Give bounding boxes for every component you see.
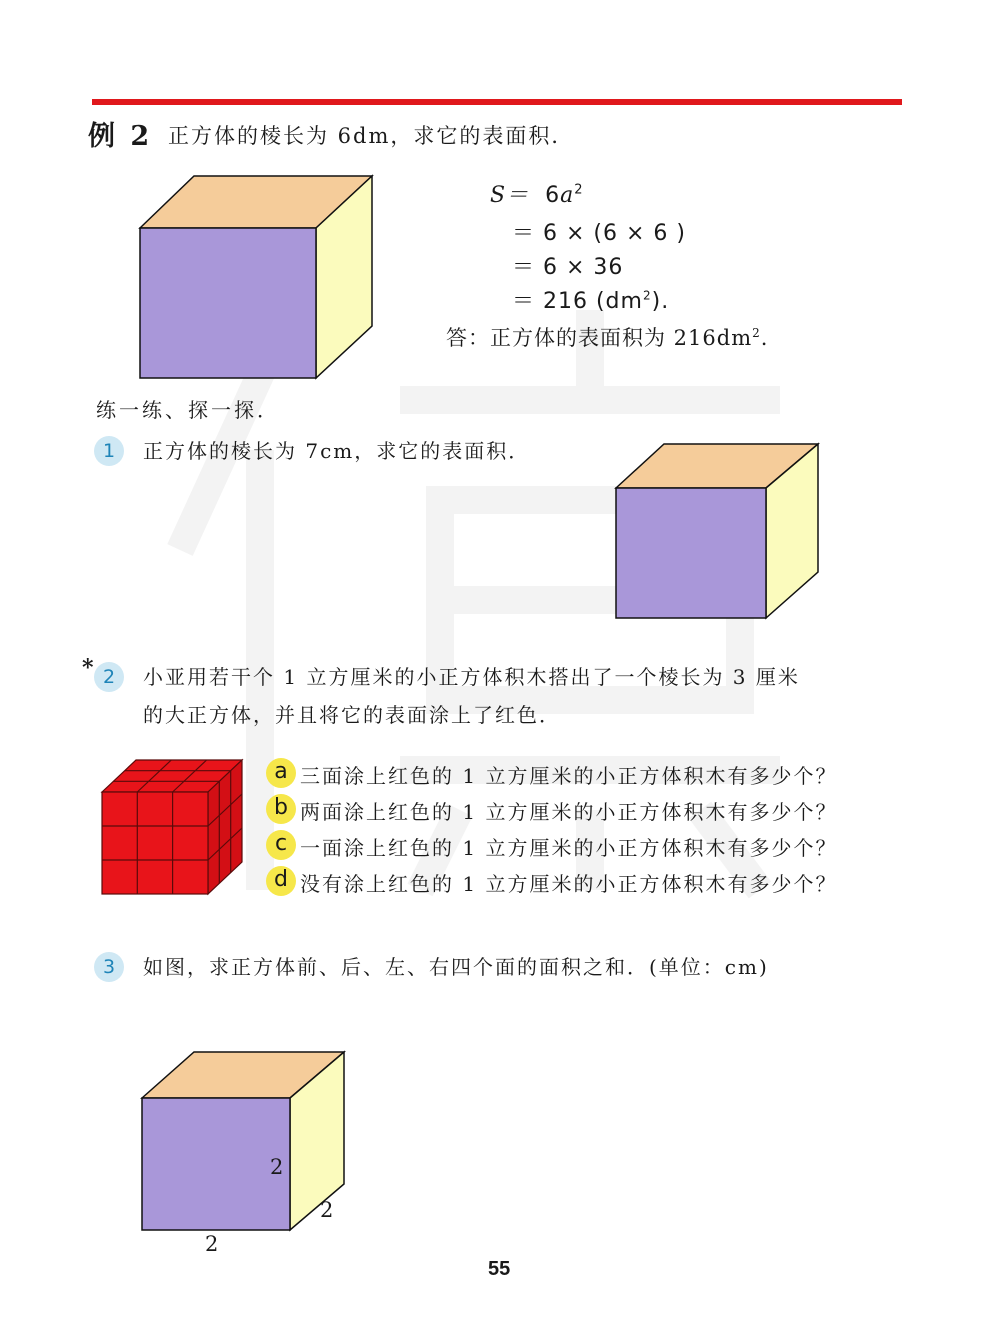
challenge-star: * bbox=[82, 655, 94, 681]
cube-front-face bbox=[142, 1098, 290, 1230]
example-answer: 答：正方体的表面积为 $216dm^2$. bbox=[446, 326, 769, 350]
sub-question-c-badge: c bbox=[266, 830, 296, 860]
question-3-number: 3 bbox=[94, 952, 124, 982]
sub-question-a-text: 三面涂上红色的 1 立方厘米的小正方体积木有多少个？ bbox=[300, 764, 838, 788]
question-1-cube-figure bbox=[614, 442, 820, 620]
question-2-number: 2 bbox=[94, 662, 124, 692]
practice-title: 练一练、探一探． bbox=[96, 398, 280, 422]
sub-question-c-text: 一面涂上红色的 1 立方厘米的小正方体积木有多少个？ bbox=[300, 836, 838, 860]
question-1-number: 1 bbox=[94, 436, 124, 466]
sub-question-b-badge: b bbox=[266, 794, 296, 824]
solution-line-3: ＝ 6 × 36 bbox=[512, 255, 624, 280]
red-painted-cube-figure bbox=[100, 758, 244, 896]
dimension-width-label: 2 bbox=[205, 1232, 219, 1256]
sub-question-d-text: 没有涂上红色的 1 立方厘米的小正方体积木有多少个？ bbox=[300, 872, 838, 896]
question-3-text: 如图，求正方体前、后、左、右四个面的面积之和．(单位：cm) bbox=[143, 955, 769, 979]
formula-lhs: S＝ bbox=[490, 183, 530, 208]
example-cube-figure bbox=[138, 174, 374, 382]
sub-question-a-badge: a bbox=[266, 758, 296, 788]
cube-front-face bbox=[140, 228, 316, 378]
page-number: 55 bbox=[488, 1258, 511, 1280]
header-rule bbox=[92, 99, 902, 105]
solution-line-4: ＝ 216 $(dm^2)$. bbox=[512, 288, 670, 314]
question-1-text: 正方体的棱长为 7cm，求它的表面积． bbox=[143, 439, 531, 463]
example-question: 正方体的棱长为 6dm，求它的表面积． bbox=[168, 124, 575, 148]
cube-front-face bbox=[616, 488, 766, 618]
question-3-cube-figure bbox=[140, 1050, 346, 1232]
dimension-height-label: 2 bbox=[270, 1155, 284, 1179]
question-2-line-2: 的大正方体，并且将它的表面涂上了红色． bbox=[143, 703, 561, 727]
dimension-depth-label: 2 bbox=[320, 1198, 334, 1222]
question-2-line-1: 小亚用若干个 1 立方厘米的小正方体积木搭出了一个棱长为 3 厘米 bbox=[143, 665, 800, 689]
red-cube-front bbox=[102, 792, 208, 894]
solution-line-1: $S= 6a^2$ bbox=[490, 182, 584, 208]
sub-question-b-text: 两面涂上红色的 1 立方厘米的小正方体积木有多少个？ bbox=[300, 800, 838, 824]
sub-question-d-badge: d bbox=[266, 866, 296, 896]
solution-line-2: ＝ 6 × (6 × 6 ) bbox=[512, 221, 686, 246]
example-label: 例 2 bbox=[88, 121, 153, 152]
